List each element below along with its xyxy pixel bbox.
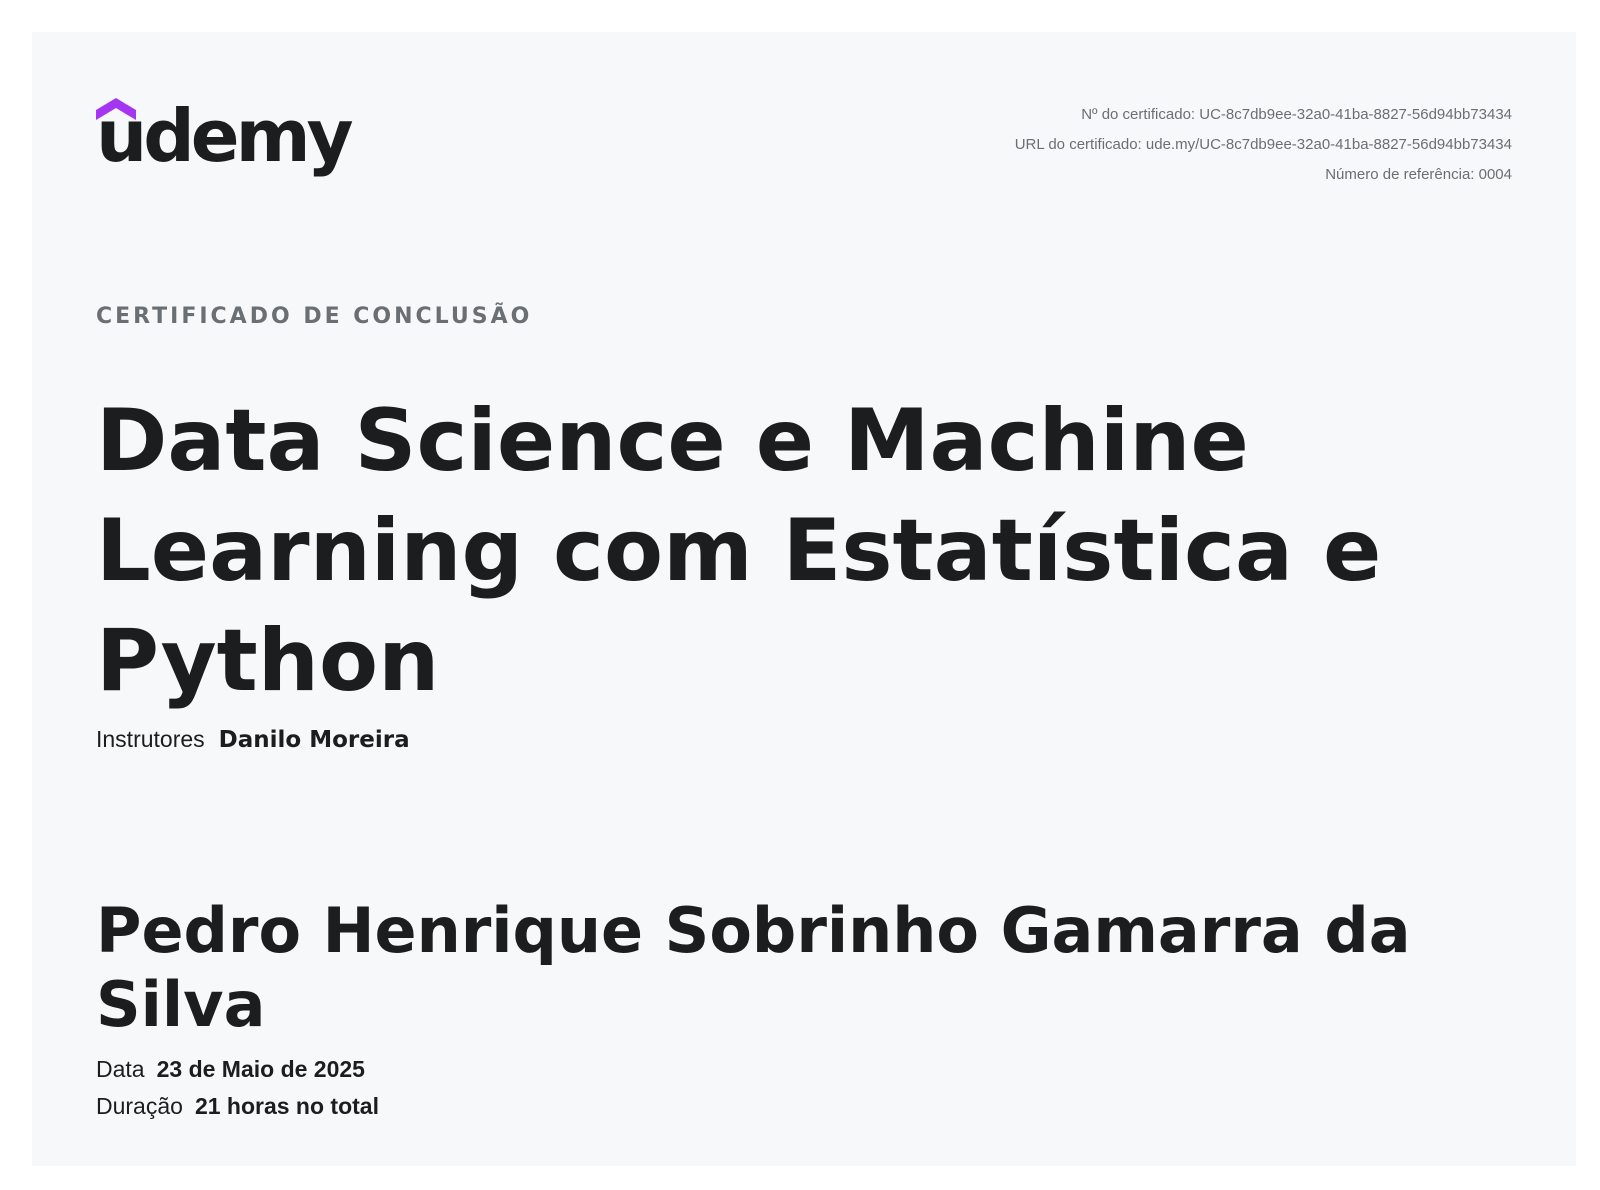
date-label: Data xyxy=(96,1056,145,1082)
instructors-row xyxy=(96,726,410,753)
duration-row xyxy=(96,1093,379,1120)
certificate xyxy=(32,32,1576,1166)
certificate-number: Nº do certificado: UC-8c7db9ee-32a0-41ba-8827-56d94bb73434 xyxy=(1081,106,1512,123)
certificate-kicker: CERTIFICADO DE CONCLUSÃO xyxy=(96,304,533,329)
duration-label: Duração xyxy=(96,1093,183,1119)
certificate-url[interactable]: URL do certificado: ude.my/UC-8c7db9ee-32a0-41ba-8827-56d94bb73434 xyxy=(1014,136,1512,153)
course-title: Data Science e Machine Learning com Estatística e Python xyxy=(96,391,1382,711)
student-name: Pedro Henrique Sobrinho Gamarra da Silva xyxy=(96,894,1411,1041)
duration-value: 21 horas no total xyxy=(194,1093,379,1119)
instructors-label: Instrutores xyxy=(96,726,205,752)
reference-number: Número de referência: 0004 xyxy=(1325,166,1512,183)
instructor-name[interactable]: Danilo Moreira xyxy=(218,727,410,753)
logo-wordmark: udemy xyxy=(96,94,350,178)
date-row xyxy=(96,1056,365,1083)
udemy-logo[interactable] xyxy=(96,96,366,196)
date-value: 23 de Maio de 2025 xyxy=(156,1056,365,1082)
certificate-meta xyxy=(1015,100,1512,190)
